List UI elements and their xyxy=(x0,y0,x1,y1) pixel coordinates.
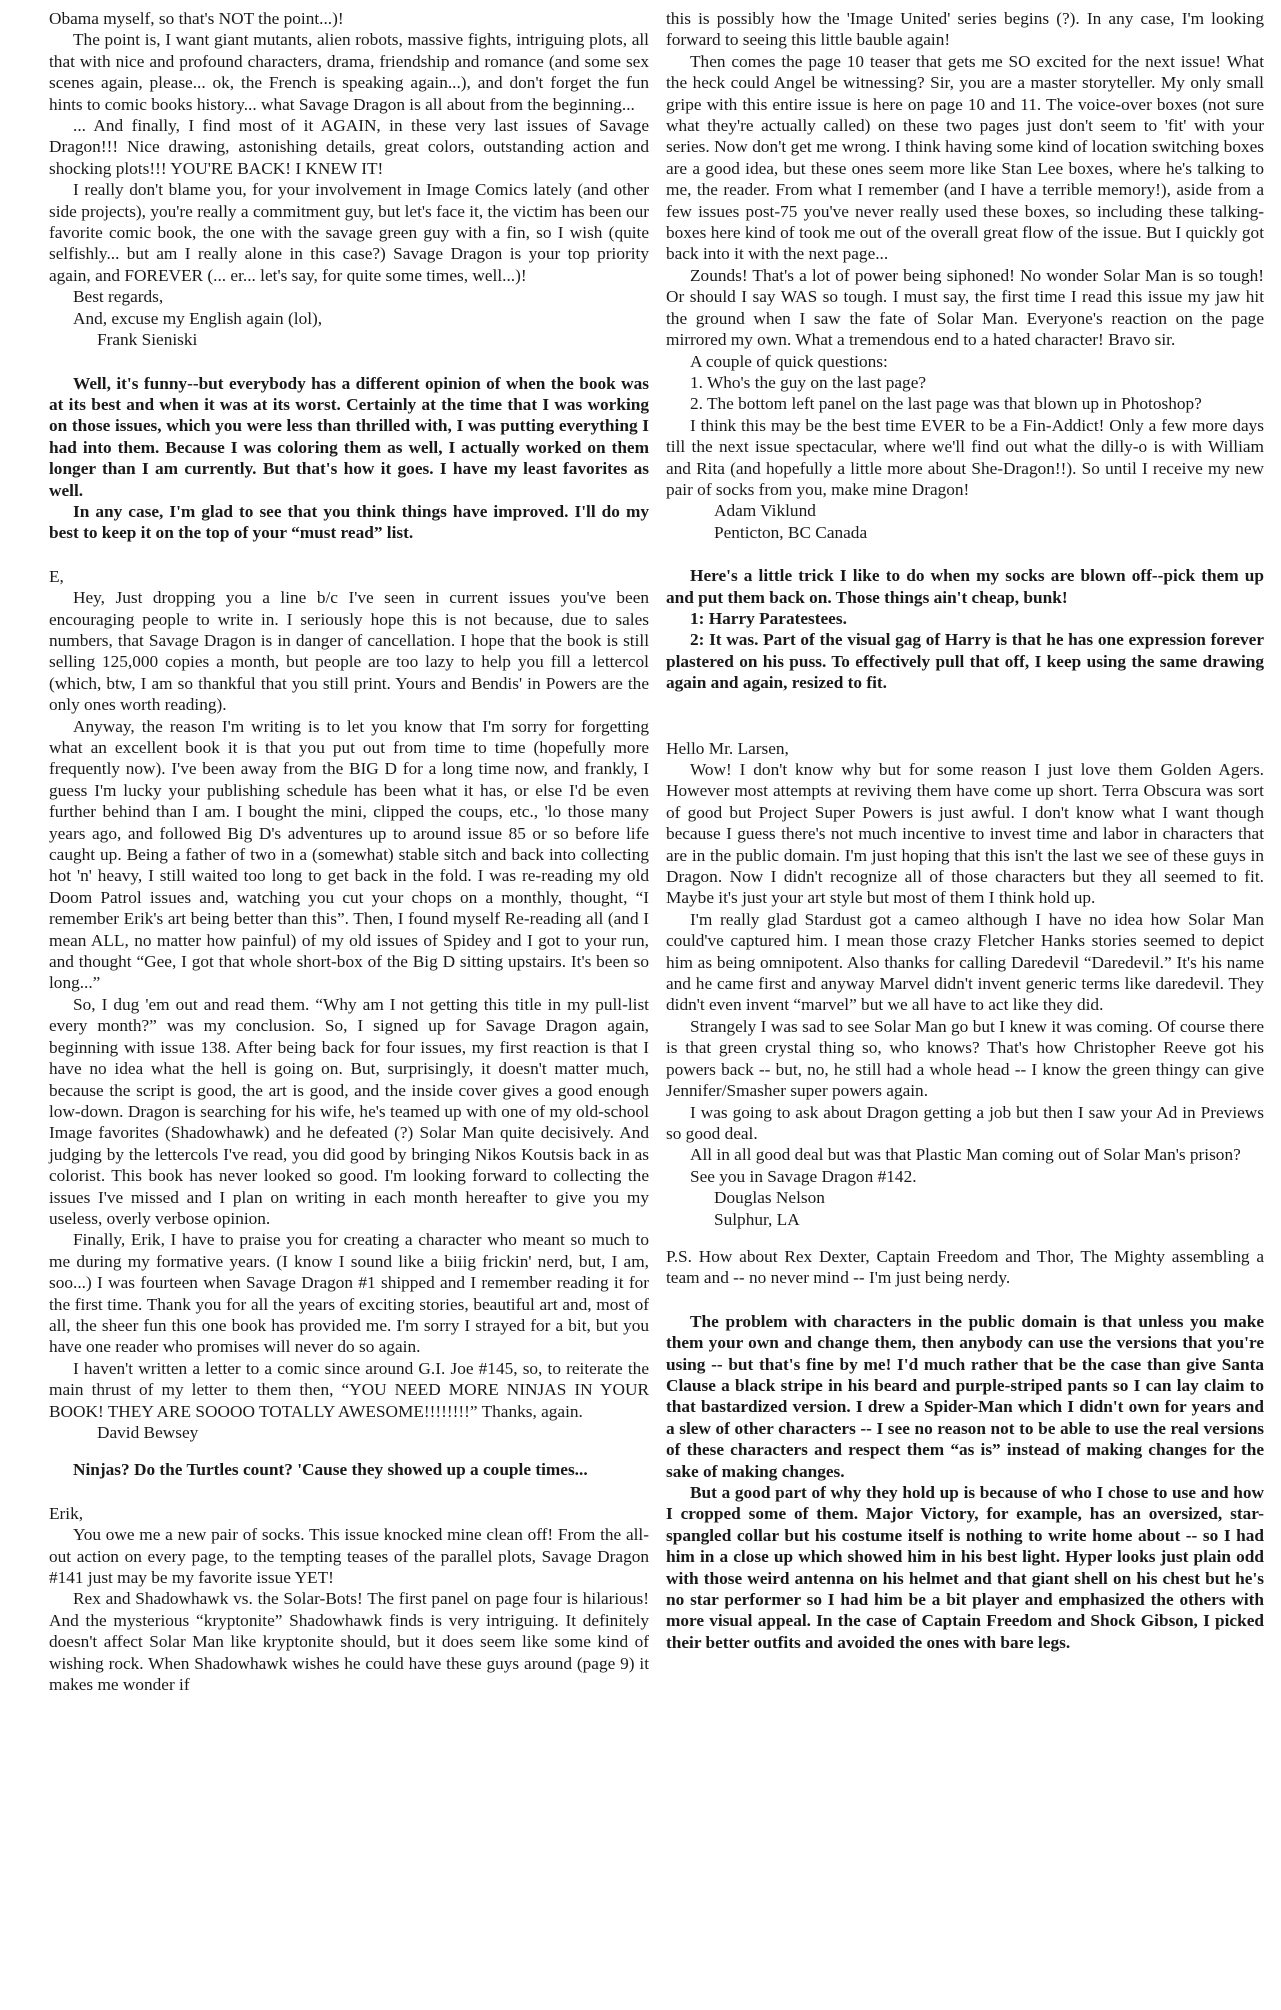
right-letter-paragraph: I think this may be the best time EVER to be a Fin-Addict! Only a few more days till the next issue spectacular, where we'll find out what the dilly-o is with William and Rita (and hopefully a little more about She-Dragon!!). So until I receive my new pair of socks from you, make mine Dragon! xyxy=(666,415,1264,499)
right-letter-paragraph: I was going to ask about Dragon getting a job but then I saw your Ad in Previews so good deal. xyxy=(666,1102,1264,1143)
right-editor-reply: But a good part of why they hold up is because of who I chose to use and how I cropped some of them. Major Victory, for example, has an oversized, star-spangled collar but his costume itself is nothing to write home about -- so I had him in a close up which showed him in his best light. Hyper looks just plain odd with those weird antenna on his helmet and that giant shell on his chest but he's no star performer so I had him be a bit player and emphasized the others with more visual appeal. In the case of Captain Freedom and Shock Gibson, I picked their better outfits and avoided the ones with bare legs. xyxy=(666,1483,1264,1652)
left-letter-paragraph: You owe me a new pair of socks. This issue knocked mine clean off! From the all-out action on every page, to the tempting teases of the parallel plots, Savage Dragon #141 just may be my favorite issue YET! xyxy=(49,1525,649,1588)
right-signature-line: Adam Viklund xyxy=(714,501,816,521)
left-column xyxy=(49,8,649,1695)
right-signature-line: 1. Who's the guy on the last page? xyxy=(690,372,927,392)
right-editor-reply: The problem with characters in the public domain is that unless you make them your own and change them, then anybody can use the versions that you're using -- but that's fine by me! I'd much rather that be the case than give Santa Clause a black stripe in his beard and purple-striped pants so I can lay claim to that bastardized version. I drew a Spider-Man which I didn't own for years and a slew of other characters -- I see no reason not to be able to use the real versions of these characters and respect them “as is” instead of making changes for the sake of making changes. xyxy=(666,1311,1264,1481)
spacer xyxy=(49,544,649,566)
spacer xyxy=(49,1443,649,1459)
left-letter-paragraph: So, I dug 'em out and read them. “Why am I not getting this title in my pull-list every month?” was my conclusion. So, I signed up for Savage Dragon again, beginning with issue 138. After being back for four issues, my first reaction is that I have no idea what the hell is going on. But, surprisingly, it doesn't matter much, because the script is good, the art is good, and the inside cover gives a good enough low-down. Dragon is searching for his wife, he's teamed up with one of my old-school Image favorites (Shadowhawk) and he defeated (?) Solar Man quite decisively. And judging by the lettercols I've read, you did good by bringing Nikos Koutsis back in as colorist. This book has never looked so good. I'm looking forward to collecting the issues I've missed and I plan on writing in each month hereafter to give you my useless, overly verbose opinion. xyxy=(49,994,649,1228)
left-letter-paragraph: I really don't blame you, for your involvement in Image Comics lately (and other side projects), you're really a commitment guy, but let's face it, the victim has been our favorite comic book, the one with the savage green guy with a fin, so I wish (quite selfishly... but am I really alone in this case?) Savage Dragon is your top priority again, and FOREVER (... er... let's say, for quite some times, well...)! xyxy=(49,180,649,285)
left-editor-reply: Ninjas? Do the Turtles count? 'Cause they showed up a couple times... xyxy=(73,1460,588,1480)
left-letter-paragraph: ... And finally, I find most of it AGAIN, in these very last issues of Savage Dragon!!! Nice drawing, astonishing details, great colors, outstanding action and shocking plots!!! YOU'RE BACK! I KNEW IT! xyxy=(49,116,649,178)
left-letter-paragraph: The point is, I want giant mutants, alien robots, massive fights, intriguing plots, all that with nice and profound characters, drama, friendship and romance (and some sex scenes again, please... ok, the French is speaking again...), and don't forget the fun hints to comic books history... what Savage Dragon is all about from the beginning... xyxy=(49,30,649,114)
right-salutation: Hello Mr. Larsen, xyxy=(666,738,789,758)
left-signature-line: David Bewsey xyxy=(97,1423,199,1442)
right-signature-line: Sulphur, LA xyxy=(714,1209,800,1229)
spacer xyxy=(666,1230,1264,1246)
right-signature-line: A couple of quick questions: xyxy=(690,351,888,371)
right-letter-paragraph: 2. The bottom left panel on the last page was that blown up in Photoshop? xyxy=(690,394,1202,414)
left-editor-reply: In any case, I'm glad to see that you think things have improved. I'll do my best to keep it on the top of your “must read” list. xyxy=(49,501,649,543)
right-signature-line: Penticton, BC Canada xyxy=(714,522,868,542)
left-signature-line: Best regards, xyxy=(73,287,164,307)
right-signature-line: See you in Savage Dragon #142. xyxy=(690,1166,917,1186)
left-letter-paragraph: Obama myself, so that's NOT the point...)! xyxy=(49,9,344,28)
left-signature-line: And, excuse my English again (lol), xyxy=(73,308,323,328)
spacer xyxy=(49,1481,649,1503)
right-letter-paragraph: this is possibly how the 'Image United' series begins (?). In any case, I'm looking forward to seeing this little bauble again! xyxy=(666,9,1264,50)
spacer xyxy=(666,1289,1264,1311)
right-letter-paragraph: Strangely I was sad to see Solar Man go but I knew it was coming. Of course there is that green crystal thing so, who knows? That's how Christopher Reeve got his powers back -- but, no, he still had a whole head -- I know the green thingy can give Jennifer/Smasher super powers again. xyxy=(666,1016,1264,1101)
left-salutation: Erik, xyxy=(49,1503,84,1523)
left-letter-paragraph: Hey, Just dropping you a line b/c I've seen in current issues you've been encouraging people to write in. I seriously hope this is not because, due to sales numbers, that Savage Dragon is in danger of cancellation. I hope that the book is still selling 125,000 copies a month, but people are too lazy to help you fill a lettercol (which, btw, I am so thankful that you still print. Yours and Bendis' in Powers are the only ones worth reading). xyxy=(49,588,649,715)
right-editor-reply: 1: Harry Paratestees. xyxy=(690,608,847,628)
right-letter-paragraph: Zounds! That's a lot of power being siphoned! No wonder Solar Man is so tough! Or should I say WAS so tough. I must say, the first time I read this issue my jaw hit the ground when I saw the fate of Solar Man. Everyone's reaction on the page mirrored my own. What a tremendous end to a hated character! Bravo sir. xyxy=(666,265,1264,350)
right-letter-paragraph: Wow! I don't know why but for some reason I just love them Golden Agers. However most attempts at reviving them have come up short. Terra Obscura was sort of good but Project Super Powers is just awful. I don't know what I want though because I guess there's not much incentive to invest time and labor in characters that are in the public domain. I'm just hoping that this isn't the last we see of these guys in Dragon. Now I didn't recognize all of those characters but they all seemed to fit. Maybe it's just your art style but most of them I think hold up. xyxy=(666,760,1264,908)
right-editor-reply: Here's a little trick I like to do when my socks are blown off--pick them up and put them back on. Those things ain't cheap, bunk! xyxy=(666,566,1264,607)
spacer xyxy=(666,543,1264,565)
left-letter-paragraph: I haven't written a letter to a comic since around G.I. Joe #145, so, to reiterate the main thrust of my letter to them then, “YOU NEED MORE NINJAS IN YOUR BOOK! THEY ARE SOOOO TOTALLY AWESOME!!!!!!!!” Thanks, again. xyxy=(49,1358,649,1421)
left-letter-paragraph: Rex and Shadowhawk vs. the Solar-Bots! The first panel on page four is hilarious! And the mysterious “kryptonite” Shadowhawk finds is very intriguing. It definitely doesn't affect Solar Man like kryptonite should, but it does seem like some kind of wishing rock. When Shadowhawk wishes he could have these guys around (page 9) it makes me wonder if xyxy=(49,1589,649,1695)
left-letter-paragraph: Finally, Erik, I have to praise you for creating a character who meant so much to me during my formative years. (I know I sound like a biiig frickin' nerd, but, I am, soo...) I was fourteen when Savage Dragon #1 shipped and I remember reading it for the first time. Thank you for all the years of exciting stories, beautiful art and, most of all, the sheer fun this one book has provided me. I'm sorry I strayed for a bit, but you have one reader who promises will never do so again. xyxy=(49,1230,649,1357)
right-letter-paragraph: All in all good deal but was that Plastic Man coming out of Solar Man's prison? xyxy=(690,1145,1241,1165)
right-signature-line: Douglas Nelson xyxy=(714,1188,825,1208)
right-letter-paragraph: Then comes the page 10 teaser that gets me SO excited for the next issue! What the heck could Angel be witnessing? Sir, you are a master storyteller. My only small gripe with this entire issue is here on page 10 and 11. The voice-over boxes (not sure what they're actually called) on these two pages just don't seem to 'fit' with your series. Now don't get me wrong. I think having some kind of location switching boxes are a good idea, but these ones seem more like Stan Lee boxes, where he's talking to me, the reader. From what I remember (and I have a terrible memory!), aside from a few issues post-75 you've never really used these boxes, so including these talking-boxes here kind of took me out of the overall great flow of the issue. But I quickly got back into it with the next page... xyxy=(666,51,1264,264)
spacer xyxy=(666,694,1264,716)
right-editor-reply: 2: It was. Part of the visual gag of Harry is that he has one expression forever plastered on his puss. To effectively pull that off, I keep using the same drawing again and again, resized to fit. xyxy=(666,630,1264,693)
left-editor-reply: Well, it's funny--but everybody has a different opinion of when the book was at its best and when it was at its worst. Certainly at the time that I was working on those issues, which you were less than thrilled with, I was putting everything I had into them. Because I was coloring them as well, I actually worked on them longer than I am currently. But that's how it goes. I have my least favorites as well. xyxy=(49,373,649,500)
left-letter-paragraph: Anyway, the reason I'm writing is to let you know that I'm sorry for forgetting what an excellent book it is that you put out from time to time (hopefully more frequently now). I've been away from the BIG D for a long time now, and frankly, I guess I'm lucky your publishing schedule has been what it has, or else I'd be even further behind than I am. I bought the mini, clipped the coups, etc., 'lo those many years ago, and followed Big D's adventures up to around issue 85 or so before life caught up. Being a father of two in a (somewhat) stable sitch and back into collecting hot 'n' heavy, I still waited too long to get back in the fold. I was re-reading my old Doom Patrol issues and, watching you cut your chops on a monthly, thought, “I remember Erik's art being better than this”. Then, I found myself Re-reading all (and I mean ALL, no matter how painful) of my old issues of Spidey and I got to your run, and thought “Gee, I got that whole short-box of the Big D sitting upstairs. It's been so long...” xyxy=(49,716,649,993)
spacer xyxy=(49,351,649,373)
left-salutation: E, xyxy=(49,566,64,586)
right-column xyxy=(666,8,1264,1653)
left-signature-line: Frank Sieniski xyxy=(97,330,198,350)
spacer xyxy=(666,716,1264,738)
right-letter-paragraph: I'm really glad Stardust got a cameo although I have no idea how Solar Man could've captured him. I mean those crazy Fletcher Hanks stories seemed to depict him as being omnipotent. Also thanks for calling Daredevil “Daredevil.” It's his name and he came first and anyway Marvel didn't invent generic terms like daredevil. They didn't even invent “marvel” but we all have to act like they did. xyxy=(666,909,1264,1015)
right-letter-paragraph: P.S. How about Rex Dexter, Captain Freedom and Thor, The Mighty assembling a team and -- no never mind -- I'm just being nerdy. xyxy=(666,1246,1264,1288)
